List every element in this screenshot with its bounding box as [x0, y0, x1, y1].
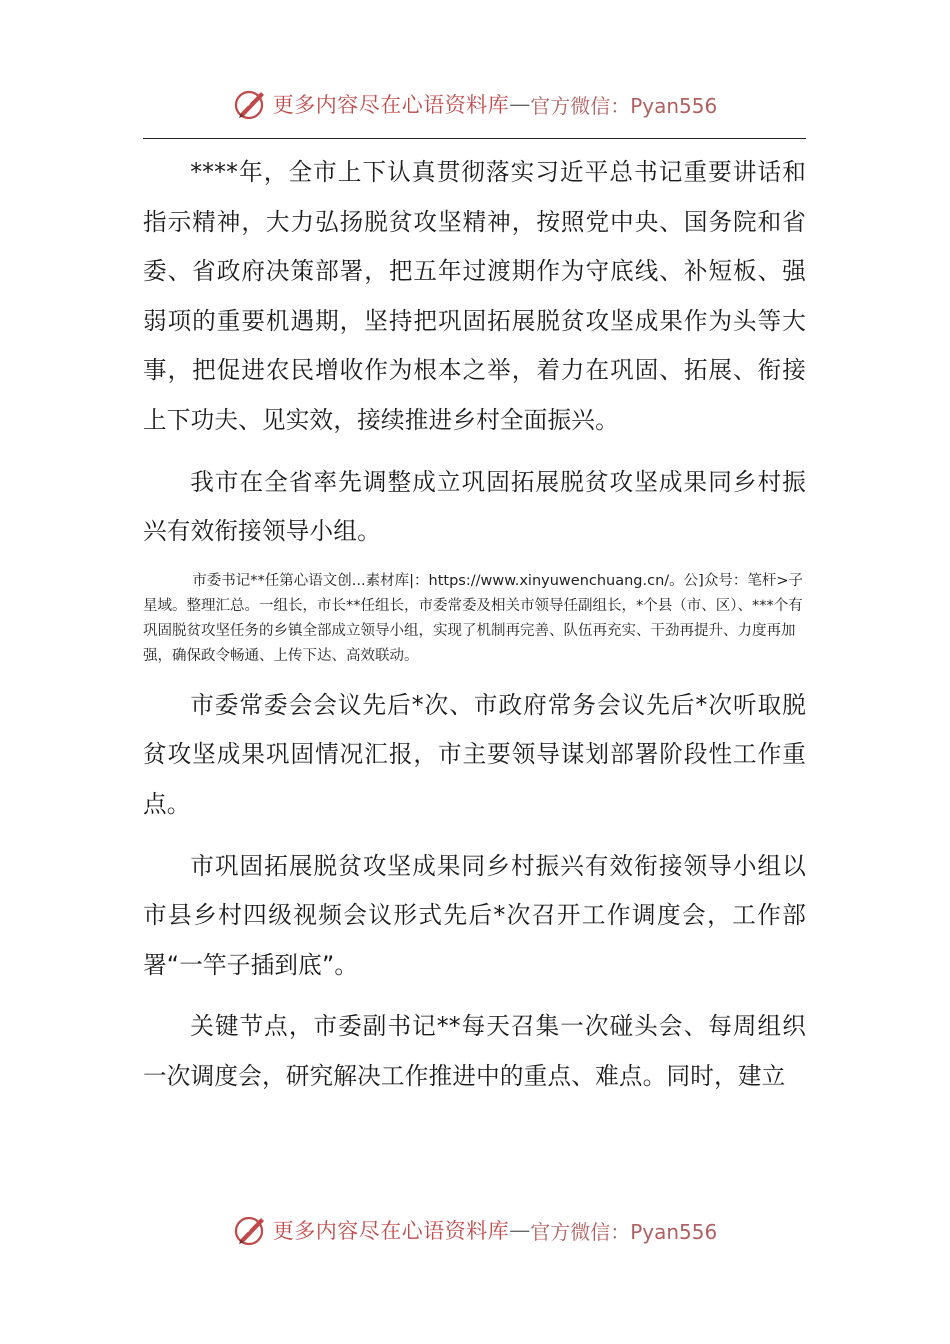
banner-text: 更多内容尽在心语资料库 — [272, 1219, 510, 1243]
pen-logo-icon — [233, 1212, 269, 1248]
paragraph-5: 市巩固拓展脱贫攻坚成果同乡村振兴有效衔接领导小组以市县乡村四级视频会议形式先后*次召开工作调度会，工作部署“一竿子插到底”。 — [143, 851, 806, 979]
paragraph-2: 我市在全省率先调整成立巩固拓展脱贫攻坚成果同乡村振兴有效衔接领导小组。 — [143, 467, 806, 546]
banner-wechat: 官方微信：Pyan556 — [530, 1219, 718, 1244]
paragraph-3-small: 市委书记**任第心语文创...素材库|：https://www.xinyuwenchuang.cn/。公]众号：笔杆>子星域。整理汇总。一组长，市长**任组长，市委常委及相关市领导任副组长，*个县（市、区）、***个有巩固脱贫攻坚任务的乡镇全部成立领导小组，实现了机制再完善、队伍再充实、干劲再提升、力度再加强，确保政令畅通、上传下达、高效联动。 — [143, 572, 803, 664]
document-body — [143, 148, 806, 1114]
header-banner — [0, 84, 950, 124]
paragraph-1: ****年，全市上下认真贯彻落实习近平总书记重要讲话和指示精神，大力弘扬脱贫攻坚精神，按照党中央、国务院和省委、省政府决策部署，把五年过渡期作为守底线、补短板、强弱项的重要机遇期，坚持把巩固拓展脱贫攻坚成果作为头等大事，把促进农民增收作为根本之举，着力在巩固、拓展、衔接上下功夫、见实效，接续推进乡村全面振兴。 — [143, 158, 806, 434]
banner-text: 更多内容尽在心语资料库 — [272, 93, 510, 117]
header-rule — [143, 138, 806, 139]
paragraph-6: 关键节点，市委副书记**每天召集一次碰头会、每周组织一次调度会，研究解决工作推进中的重点、难点。同时，建立 — [143, 1012, 806, 1090]
banner-separator: — — [509, 1218, 531, 1242]
banner-separator: — — [509, 92, 531, 116]
footer-banner — [0, 1210, 950, 1250]
banner-wechat: 官方微信：Pyan556 — [530, 93, 718, 118]
paragraph-4: 市委常委会会议先后*次、市政府常务会议先后*次听取脱贫攻坚成果巩固情况汇报，市主要领导谋划部署阶段性工作重点。 — [143, 690, 806, 818]
pen-logo-icon — [233, 86, 269, 122]
